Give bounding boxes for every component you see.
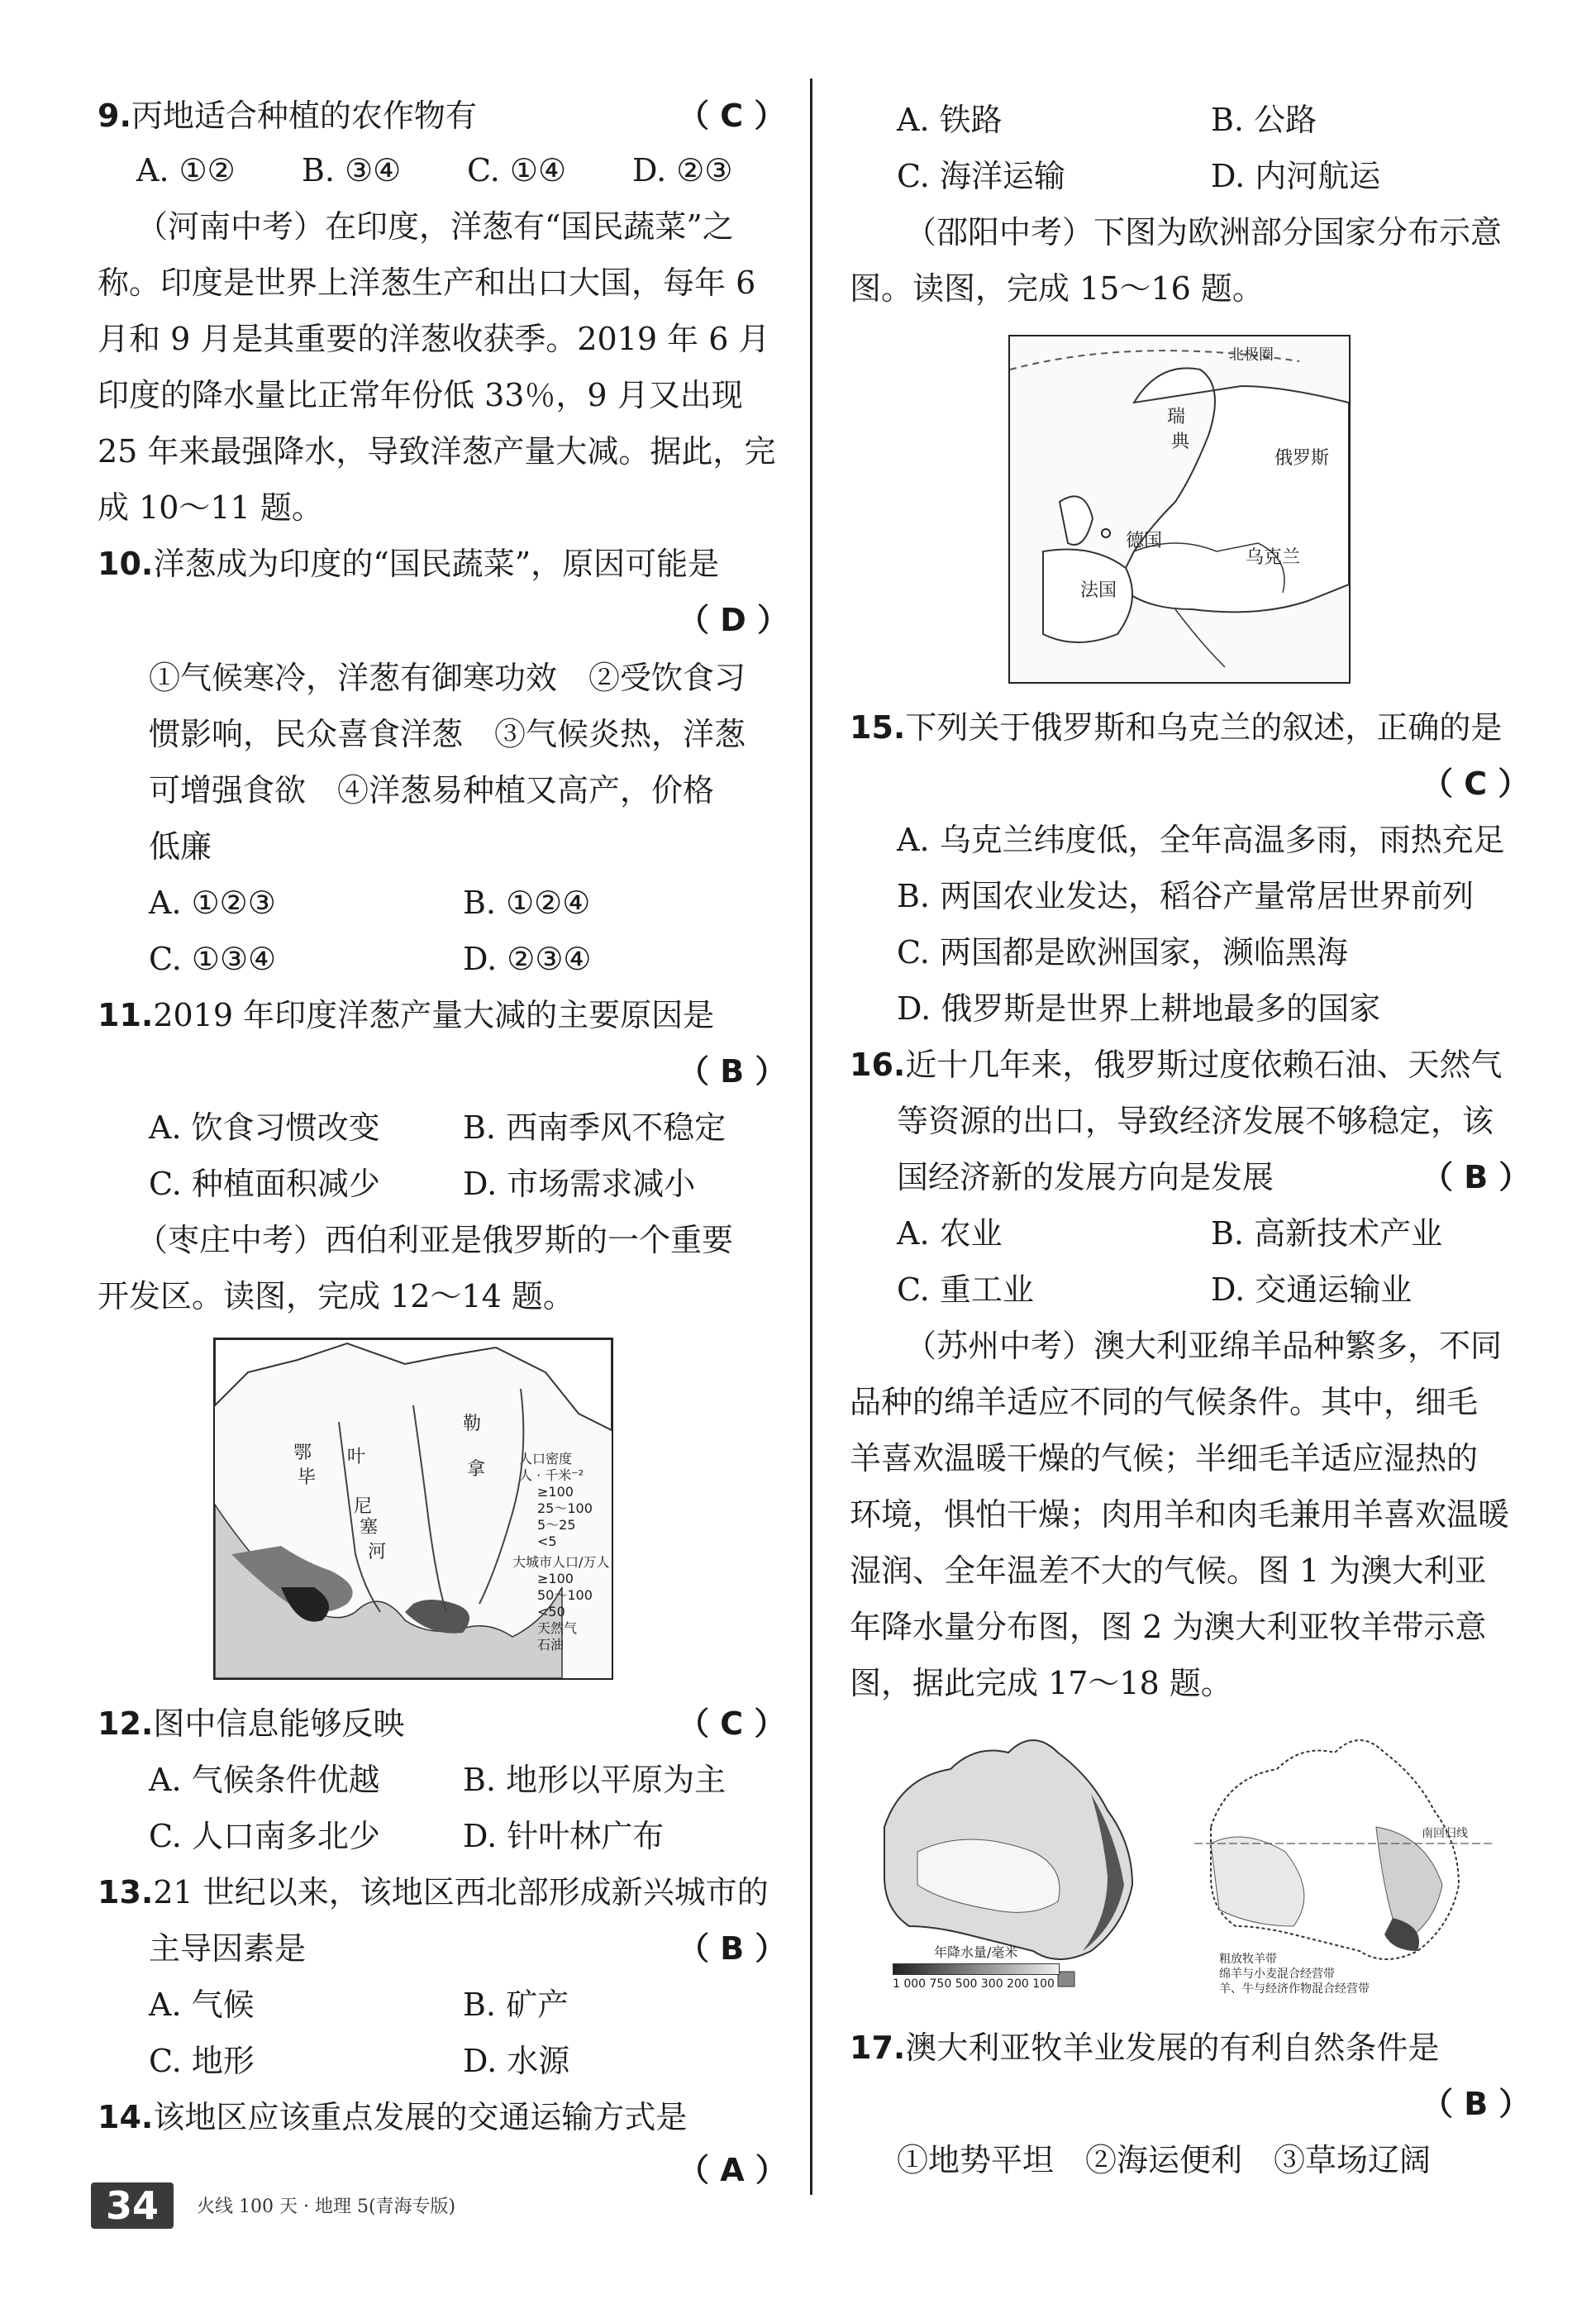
question-15: 15.下列关于俄罗斯和乌克兰的叙述，正确的是 [850, 709, 1503, 746]
q14-option-d: D. 内河航运 [1211, 158, 1381, 194]
passage1-line: 成 10～11 题。 [98, 489, 323, 526]
q16-option-c: C. 重工业 [897, 1271, 1034, 1308]
sheep-legend-item: 羊、牛与经济作物混合经营带 [1219, 1982, 1370, 1996]
tropic-label: 南回归线 [1422, 1827, 1468, 1840]
sheep-legend-item: 绵羊与小麦混合经营带 [1219, 1968, 1335, 1981]
map-label: 典 [1171, 432, 1190, 452]
q9-option-c: C. ①④ [467, 152, 567, 188]
map-label: 俄罗斯 [1274, 448, 1330, 469]
q14-option-c: C. 海洋运输 [897, 158, 1065, 194]
q14-option-a: A. 铁路 [897, 102, 1003, 138]
answer-16: （ B ） [1422, 1159, 1531, 1195]
answer-15: （ C ） [1422, 766, 1530, 802]
legend-item: 天然气 [537, 1620, 578, 1636]
map-legend-title: 人口密度 [519, 1451, 573, 1467]
passage4-line: 湿润、全年温差不大的气候。图 1 为澳大利亚 [850, 1553, 1487, 1589]
answer-14: （ A ） [678, 2152, 787, 2188]
australia-rainfall-map [868, 1728, 1165, 2001]
q15-option-b: B. 两国农业发达，稻谷产量常居世界前列 [897, 878, 1475, 914]
question-16-cont: 等资源的出口，导致经济发展不够稳定，该 [897, 1103, 1494, 1139]
q15-option-c: C. 两国都是欧洲国家，濒临黑海 [897, 934, 1348, 971]
passage1-line: （河南中考）在印度，洋葱有“国民蔬菜”之 [136, 208, 734, 245]
question-16: 16.近十几年来，俄罗斯过度依赖石油、天然气 [850, 1047, 1503, 1083]
q13-option-b: B. 矿产 [463, 1987, 569, 2023]
passage3-line: 图。读图，完成 15～16 题。 [850, 270, 1264, 307]
map-label: 尼 [354, 1496, 373, 1517]
question-13: 13.21 世纪以来，该地区西北部形成新兴城市的 [98, 1874, 769, 1910]
answer-11: （ B ） [678, 1053, 787, 1090]
legend-item: 石油 [537, 1637, 565, 1653]
map-label: 法国 [1080, 580, 1117, 601]
q11-option-d: D. 市场需求减小 [463, 1166, 696, 1202]
answer-13: （ B ） [678, 1930, 787, 1967]
passage2-line: 开发区。读图，完成 12～14 题。 [98, 1278, 574, 1314]
legend-item: <50 [537, 1604, 565, 1619]
map-label: 瑞 [1167, 407, 1186, 427]
question-9: 9.丙地适合种植的农作物有 [98, 98, 477, 134]
q11-option-c: C. 种植面积减少 [149, 1166, 380, 1202]
map-label: 河 [368, 1542, 387, 1562]
legend-item: ≥100 [537, 1484, 574, 1500]
question-17: 17.澳大利亚牧羊业发展的有利自然条件是 [850, 2030, 1440, 2066]
passage4-line: 年降水量分布图，图 2 为澳大利亚牧羊带示意 [850, 1609, 1487, 1645]
question-12: 12.图中信息能够反映 [98, 1705, 405, 1742]
answer-10: （ D ） [678, 602, 789, 638]
answer-9: （ C ） [678, 98, 786, 134]
map-label: 乌克兰 [1246, 547, 1301, 568]
question-10: 10.洋葱成为印度的“国民蔬菜”，原因可能是 [98, 546, 720, 582]
footer-book-title: 火线 100 天 · 地理 5(青海专版) [197, 2197, 456, 2217]
q13-option-d: D. 水源 [463, 2043, 570, 2079]
right-column [818, 0, 1596, 2323]
column-divider [810, 79, 812, 2195]
q16-option-b: B. 高新技术产业 [1211, 1215, 1443, 1252]
passage4-line: 羊喜欢温暖干燥的气候；半细毛羊适应湿热的 [850, 1440, 1479, 1476]
q10-option-b: B. ①②④ [463, 885, 591, 921]
q12-option-b: B. 地形以平原为主 [463, 1762, 727, 1798]
legend-item: 50～100 [537, 1587, 593, 1603]
q10-statement: ①气候寒冷，洋葱有御寒功效 ②受饮食习 [149, 660, 746, 696]
answer-12: （ C ） [678, 1705, 786, 1742]
q9-option-b: B. ③④ [302, 152, 402, 188]
q10-option-a: A. ①②③ [149, 885, 276, 921]
passage1-line: 25 年来最强降水，导致洋葱产量大减。据此，完 [98, 433, 776, 470]
rainfall-scale-values: 1 000 750 500 300 200 100 [893, 1977, 1055, 1991]
passage4-line: 品种的绵羊适应不同的气候条件。其中，细毛 [850, 1384, 1479, 1420]
map-label: 鄂 [293, 1443, 312, 1463]
q14-option-b: B. 公路 [1211, 102, 1317, 138]
answer-17: （ B ） [1422, 2086, 1531, 2122]
map-label: 拿 [467, 1459, 486, 1480]
legend-item: 5～25 [537, 1517, 576, 1533]
question-16-cont: 国经济新的发展方向是发展 [897, 1159, 1274, 1195]
passage4-line: 环境，惧怕干燥；肉用羊和肉毛兼用羊喜欢温暖 [850, 1496, 1510, 1533]
q12-option-a: A. 气候条件优越 [149, 1762, 380, 1798]
siberia-map [213, 1338, 613, 1680]
q11-option-b: B. 西南季风不稳定 [463, 1109, 727, 1146]
q15-option-a: A. 乌克兰纬度低，全年高温多雨，雨热充足 [897, 822, 1505, 858]
legend-item: 25～100 [537, 1500, 593, 1516]
passage4-line: （苏州中考）澳大利亚绵羊品种繁多，不同 [905, 1328, 1503, 1364]
q16-option-d: D. 交通运输业 [1211, 1271, 1413, 1308]
q10-option-c: C. ①③④ [149, 941, 277, 977]
q11-option-a: A. 饮食习惯改变 [149, 1109, 380, 1146]
q13-option-c: C. 地形 [149, 2043, 255, 2079]
map-label: 塞 [360, 1517, 379, 1538]
map-label: 勒 [463, 1414, 482, 1434]
europe-map [1008, 335, 1351, 684]
map-label: 毕 [298, 1467, 317, 1488]
q13-option-a: A. 气候 [149, 1987, 255, 2023]
page-number: 34 [91, 2182, 174, 2229]
q12-option-d: D. 针叶林广布 [463, 1818, 665, 1854]
q12-option-c: C. 人口南多北少 [149, 1818, 380, 1854]
q10-statement: 低廉 [149, 828, 212, 865]
passage1-line: 月和 9 月是其重要的洋葱收获季。2019 年 6 月 [98, 321, 770, 357]
sheep-legend-item: 粗放牧羊带 [1219, 1953, 1277, 1966]
passage1-line: 称。印度是世界上洋葱生产和出口大国，每年 6 [98, 265, 756, 301]
q17-statements: ①地势平坦 ②海运便利 ③草场辽阔 [897, 2142, 1432, 2178]
question-14: 14.该地区应该重点发展的交通运输方式是 [98, 2099, 688, 2135]
q9-option-a: A. ①② [136, 152, 236, 188]
q10-statement: 可增强食欲 ④洋葱易种植又高产，价格 [149, 772, 715, 809]
legend-item: ≥100 [537, 1571, 574, 1586]
passage1-line: 印度的降水量比正常年份低 33％，9 月又出现 [98, 377, 743, 413]
passage3-line: （邵阳中考）下图为欧洲部分国家分布示意 [905, 214, 1503, 250]
legend-item: <5 [537, 1534, 557, 1549]
rainfall-legend-title: 年降水量/毫米 [934, 1944, 1018, 1960]
q9-option-d: D. ②③ [632, 152, 733, 188]
q15-option-d: D. 俄罗斯是世界上耕地最多的国家 [897, 990, 1381, 1027]
map-label: 北极圈 [1229, 346, 1274, 364]
map-legend-unit: 人 · 千米⁻² [519, 1467, 584, 1483]
q10-statement: 惯影响，民众喜食洋葱 ③气候炎热，洋葱 [149, 716, 746, 752]
map-legend-title: 大城市人口/万人 [512, 1554, 610, 1570]
rainfall-scale-bar [893, 1963, 1060, 1975]
passage4-line: 图，据此完成 17～18 题。 [850, 1665, 1232, 1701]
question-11: 11.2019 年印度洋葱产量大减的主要原因是 [98, 997, 715, 1033]
europe-map-drawing [1010, 336, 1349, 682]
australia-sheep-map [1194, 1728, 1492, 2001]
map-label: 德国 [1126, 531, 1163, 551]
map-label: 叶 [347, 1447, 366, 1467]
question-13-cont: 主导因素是 [149, 1930, 307, 1967]
q16-option-a: A. 农业 [897, 1215, 1003, 1252]
passage2-line: （枣庄中考）西伯利亚是俄罗斯的一个重要 [136, 1222, 734, 1258]
q10-option-d: D. ②③④ [463, 941, 592, 977]
